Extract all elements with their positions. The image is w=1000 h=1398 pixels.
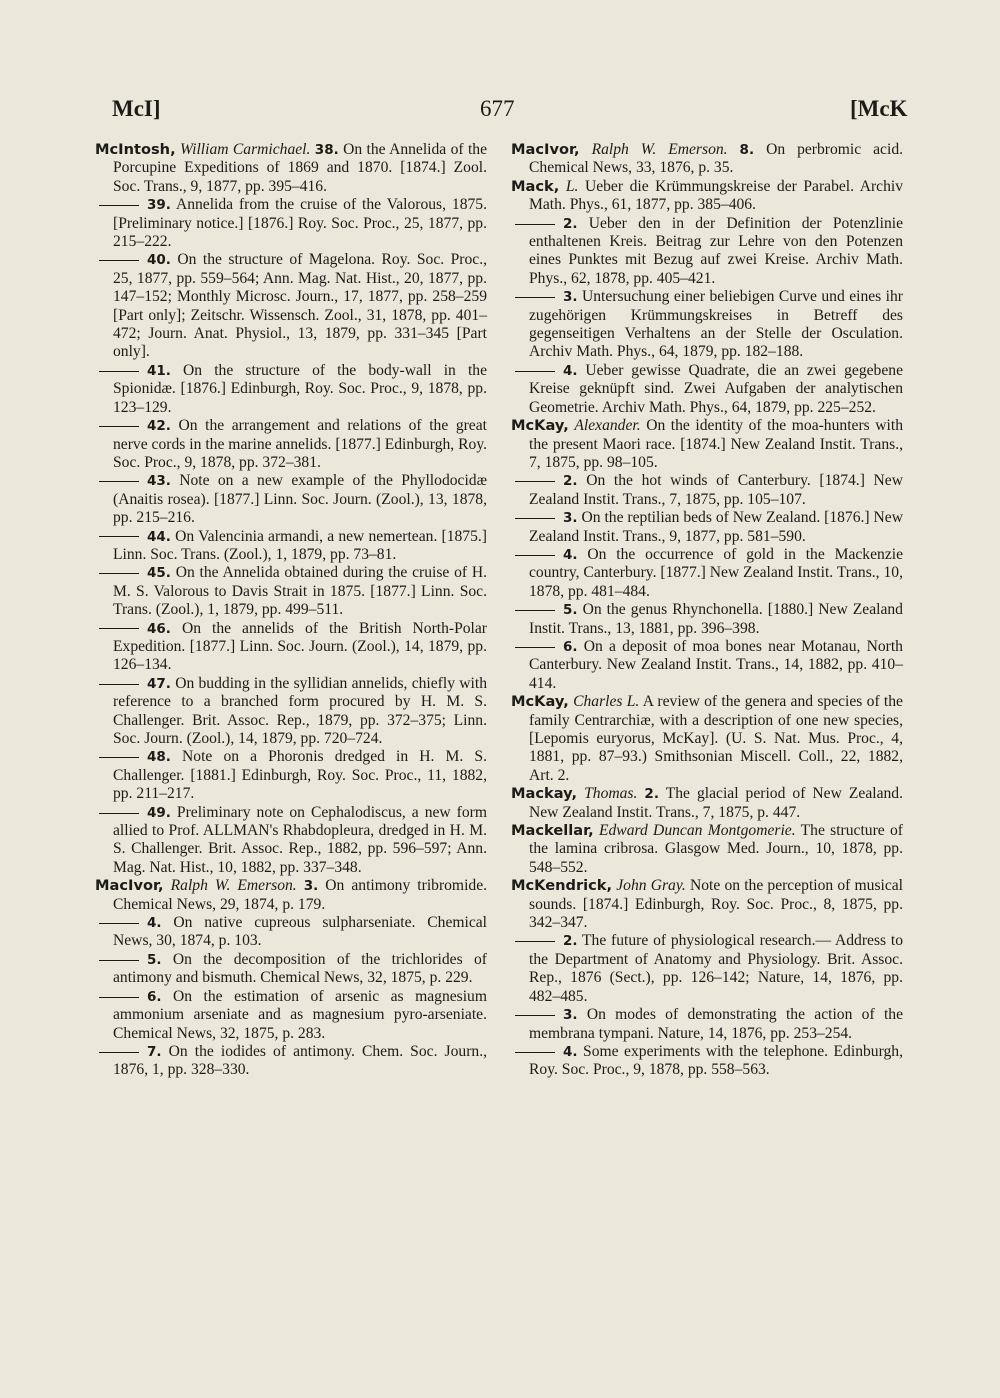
entry-number: 44. xyxy=(147,528,171,545)
entry-text: On the identity of the moa-hunters with the present Maori race. [1874.] New Zealand Instit. Trans., 7, 1875, pp. 98–105. xyxy=(529,417,903,471)
bibliography-entry xyxy=(95,951,487,988)
bibliography-entry xyxy=(95,564,487,619)
bibliography-entry xyxy=(511,417,903,472)
author-name: MacIvor, xyxy=(511,141,580,158)
bibliography-entry xyxy=(95,675,487,749)
bibliography-entry xyxy=(511,509,903,546)
ditto-dash xyxy=(99,260,139,261)
right-column xyxy=(511,141,903,1080)
ditto-dash xyxy=(99,757,139,758)
entry-text: On the structure of the body-wall in the Spionidæ. [1876.] Edinburgh, Roy. Soc. Proc., 9, 1878, pp. 123–129. xyxy=(113,361,487,416)
entry-number: 5. xyxy=(147,951,162,968)
bibliography-entry xyxy=(95,528,487,565)
entry-number: 47. xyxy=(147,675,171,692)
entry-number: 6. xyxy=(147,988,162,1005)
ditto-dash xyxy=(515,297,555,298)
running-head-left: McI] xyxy=(112,96,161,121)
entry-number: 45. xyxy=(147,565,171,582)
entry-text: The future of physiological research.— Address to the Department of Anatomy and Physiology. Brit. Assoc. Rep., 1876 (Sect.), pp. 126–142; Nature, 14, 1876, pp. 482–485. xyxy=(529,932,903,1005)
ditto-dash xyxy=(99,923,139,924)
bibliography-entry xyxy=(95,472,487,527)
ditto-dash xyxy=(99,426,139,427)
entry-text: On the hot winds of Canterbury. [1874.] New Zealand Instit. Trans., 7, 1875, pp. 105–107. xyxy=(529,472,903,508)
entry-number: 2. xyxy=(563,933,578,950)
ditto-dash xyxy=(515,371,555,372)
entry-text: The structure of the lamina cribrosa. Glasgow Med. Journ., 10, 1878, pp. 548–552. xyxy=(529,822,903,876)
author-name: Mackay, xyxy=(511,785,578,803)
ditto-dash xyxy=(515,647,555,648)
entry-text: Ueber die Krümmungskreise der Parabel. Archiv Math. Phys., 61, 1877, pp. 385–406. xyxy=(529,177,903,214)
running-head-right: [McK xyxy=(850,96,908,121)
entry-number: 46. xyxy=(147,620,171,637)
entry-number: 8. xyxy=(739,142,755,158)
author-name: McKay, xyxy=(511,693,569,711)
entry-text: On antimony tribromide. Chemical News, 29, 1874, p. 179. xyxy=(113,877,488,913)
ditto-dash xyxy=(515,610,555,611)
bibliography-entry xyxy=(95,988,487,1043)
entry-number: 49. xyxy=(147,804,171,821)
bibliography-entry xyxy=(511,1006,903,1043)
entry-number: 41. xyxy=(147,362,171,379)
bibliography-entry xyxy=(511,1043,903,1080)
ditto-dash xyxy=(515,1015,555,1016)
entry-number: 42. xyxy=(147,418,171,435)
entry-text: On a deposit of moa bones near Motanau, North Canterbury. New Zealand Instit. Trans., 14, 1882, pp. 410–414. xyxy=(529,637,903,692)
bibliography-entry xyxy=(511,601,903,638)
ditto-dash xyxy=(515,941,555,942)
bibliography-entry xyxy=(95,362,487,417)
entry-number: 2. xyxy=(563,473,578,490)
author-given-names: Ralph W. Emerson. xyxy=(591,141,728,158)
author-given-names: William Carmichael. xyxy=(180,141,311,158)
ditto-dash xyxy=(99,205,139,206)
author-name: McKendrick, xyxy=(511,877,613,895)
entry-text: Note on the perception of musical sounds. [1874.] Edinburgh, Roy. Soc. Proc., 8, 1875, pp. 342–347. xyxy=(529,877,904,932)
entry-text: On the annelids of the British North-Polar Expedition. [1877.] Linn. Soc. Journ. (Zool.), 14, 1879, pp. 126–134. xyxy=(113,619,488,674)
entry-number: 39. xyxy=(147,197,171,214)
entry-text: On the genus Rhynchonella. [1880.] New Zealand Instit. Trans., 13, 1881, pp. 396–398. xyxy=(529,601,903,637)
entry-number: 3. xyxy=(563,510,578,527)
entry-text: Note on a new example of the Phyllodocidæ (Anaitis rosea). [1877.] Linn. Soc. Journ. (Zool.), 13, 1878, pp. 215–216. xyxy=(113,472,487,527)
author-name: Mack, xyxy=(511,177,560,195)
bibliography-entry xyxy=(95,196,487,251)
entry-number: 5. xyxy=(563,602,578,619)
bibliography-entry xyxy=(511,877,903,932)
entry-text: On the iodides of antimony. Chem. Soc. Journ., 1876, 1, pp. 328–330. xyxy=(113,1042,488,1079)
page-number: 677 xyxy=(480,96,515,121)
entry-text: On the structure of Magelona. Roy. Soc. Proc., 25, 1877, pp. 559–564; Ann. Mag. Nat. Hist., 20, 1877, pp. 147–152; Monthly Microsc. Journ., 17, 1877, pp. 258–259 [Part only]; Zeitschr. Wissensch. Zool., 31, 1878, pp. 401–472; Journ. Anat. Physiol., 13, 1879, pp. 331–345 [Part only]. xyxy=(113,251,487,361)
entry-text: Some experiments with the telephone. Edinburgh, Roy. Soc. Proc., 9, 1878, pp. 558–563. xyxy=(529,1042,903,1079)
entry-number: 4. xyxy=(563,1043,578,1060)
author-given-names: Charles L. xyxy=(573,693,640,711)
author-given-names: Edward Duncan Montgomerie. xyxy=(598,822,796,840)
author-name: McIntosh, xyxy=(95,141,176,158)
bibliography-entry xyxy=(511,362,903,417)
author-given-names: Ralph W. Emerson. xyxy=(170,877,297,895)
ditto-dash xyxy=(99,481,139,482)
entry-number: 43. xyxy=(147,473,171,490)
bibliography-entry xyxy=(511,546,903,601)
bibliography-entry xyxy=(511,932,903,1006)
entry-text: Annelida from the cruise of the Valorous, 1875. [Preliminary notice.] [1876.] Roy. Soc. Proc., 25, 1877, pp. 215–222. xyxy=(113,196,487,251)
ditto-dash xyxy=(99,536,139,537)
ditto-dash xyxy=(99,960,139,961)
entry-number: 4. xyxy=(563,546,578,563)
bibliography-entry xyxy=(511,785,903,822)
ditto-dash xyxy=(99,997,139,998)
entry-text: On the decomposition of the trichlorides of antimony and bismuth. Chemical News, 32, 1875, p. 229. xyxy=(113,950,487,987)
bibliography-entry xyxy=(511,215,903,289)
bibliography-entry xyxy=(95,620,487,675)
ditto-dash xyxy=(515,1052,555,1053)
entry-text: Ueber gewisse Quadrate, die an zwei gegebene Kreise geknüpft sind. Zwei Aufgaben der analytischen Geometrie. Archiv Math. Phys., 64, 1879, pp. 225–252. xyxy=(529,361,903,416)
bibliography-entry xyxy=(95,251,487,361)
bibliography-entry xyxy=(95,804,487,878)
entry-text: On the arrangement and relations of the great nerve cords in the marine annelids. [1877.] Edinburgh, Roy. Soc. Proc., 9, 1878, pp. 372–381. xyxy=(113,417,487,471)
entry-text: On the occurrence of gold in the Mackenzie country, Canterbury. [1877.] New Zealand Instit. Trans., 10, 1878, pp. 481–484. xyxy=(529,545,903,600)
entry-text: The glacial period of New Zealand. New Zealand Instit. Trans., 7, 1875, p. 447. xyxy=(529,785,903,821)
entry-number: 3. xyxy=(303,878,319,895)
author-given-names: Alexander. xyxy=(574,417,641,435)
ditto-dash xyxy=(99,371,139,372)
author-name: McKay, xyxy=(511,417,569,435)
author-given-names: Thomas. xyxy=(584,785,638,803)
entry-text: On modes of demonstrating the action of the membrana tympani. Nature, 14, 1876, pp. 253–254. xyxy=(529,1006,903,1042)
entry-text: On Valencinia armandi, a new nemertean. [1875.] Linn. Soc. Trans. (Zool.), 1, 1879, pp. 73–81. xyxy=(113,527,487,563)
bibliography-entry xyxy=(95,1043,487,1080)
entry-text: Note on a Phoronis dredged in H. M. S. Challenger. [1881.] Edinburgh, Roy. Soc. Proc., 11, 1882, pp. 211–217. xyxy=(113,748,487,803)
bibliography-entry xyxy=(95,141,487,196)
entry-text: On the Annelida of the Porcupine Expeditions of 1869 and 1870. [1874.] Zool. Soc. Trans., 9, 1877, pp. 395–416. xyxy=(113,141,488,195)
entry-text: On the reptilian beds of New Zealand. [1876.] New Zealand Instit. Trans., 9, 1877, pp. 581–590. xyxy=(529,509,903,545)
bibliography-entry xyxy=(95,417,487,472)
entry-number: 6. xyxy=(563,638,578,655)
author-given-names: John Gray. xyxy=(616,877,686,895)
entry-text: Preliminary note on Cephalodiscus, a new form allied to Prof. ALLMAN's Rhabdopleura, dredged in H. M. S. Challenger. Brit. Assoc. Rep., 1882, pp. 596–597; Ann. Mag. Nat. Hist., 10, 1882, pp. 337–348. xyxy=(113,803,487,876)
entry-text: On native cupreous sulpharseniate. Chemical News, 30, 1874, p. 103. xyxy=(113,914,487,950)
entry-number: 48. xyxy=(147,749,171,766)
ditto-dash xyxy=(99,628,139,629)
bibliography-entry xyxy=(511,822,903,877)
ditto-dash xyxy=(515,555,555,556)
entry-number: 38. xyxy=(314,142,339,158)
entry-number: 3. xyxy=(563,1007,578,1024)
ditto-dash xyxy=(515,481,555,482)
entry-number: 4. xyxy=(563,362,578,379)
bibliography-entry xyxy=(511,693,903,785)
ditto-dash xyxy=(99,1052,139,1053)
ditto-dash xyxy=(99,684,139,685)
entry-number: 4. xyxy=(147,915,162,932)
entry-text: Ueber den in der Definition der Potenzlinie enthaltenen Kreis. Beitrag zur Lehre von den Potenzen eines Punktes mit Bezug auf zwei Kreise. Archiv Math. Phys., 62, 1878, pp. 405–421. xyxy=(529,214,904,287)
ditto-dash xyxy=(99,813,139,814)
entry-number: 2. xyxy=(563,215,578,232)
bibliography-entry xyxy=(511,472,903,509)
ditto-dash xyxy=(515,224,555,225)
bibliography-entry xyxy=(511,178,903,215)
entry-text: A review of the genera and species of the family Centrarchiæ, with a description of one new species, [Lepomis euryorus, McKay]. (U. S. Nat. Mus. Proc., 4, 1881, pp. 87–93.) Smithsonian Miscell. Coll., 22, 1882, Art. 2. xyxy=(529,693,903,784)
ditto-dash xyxy=(99,573,139,574)
author-name: MacIvor, xyxy=(95,877,164,895)
author-given-names: L. xyxy=(565,177,579,195)
bibliography-entry xyxy=(511,141,903,178)
entry-text: On perbromic acid. Chemical News, 33, 1876, p. 35. xyxy=(529,141,904,177)
entry-number: 7. xyxy=(147,1043,162,1060)
entry-number: 2. xyxy=(644,786,659,803)
entry-text: Untersuchung einer beliebigen Curve und eines ihr zugehörigen Krümmungskreises in Betreff des gegenseitigen Verhaltens an der Stelle der Osculation. Archiv Math. Phys., 64, 1879, pp. 182–188. xyxy=(529,288,903,361)
entry-number: 40. xyxy=(147,252,171,269)
left-column xyxy=(95,141,487,1080)
entry-number: 3. xyxy=(563,289,578,306)
ditto-dash xyxy=(515,518,555,519)
entry-text: On the Annelida obtained during the cruise of H. M. S. Valorous to Davis Strait in 1875. [1877.] Linn. Soc. Trans. (Zool.), 1, 1879, pp. 499–511. xyxy=(113,564,487,619)
author-name: Mackellar, xyxy=(511,822,594,840)
entry-text: On budding in the syllidian annelids, chiefly with reference to a branched form procured by H. M. S. Challenger. Brit. Assoc. Rep., 1879, pp. 372–375; Linn. Soc. Journ. (Zool.), 14, 1879, pp. 720–724. xyxy=(113,674,487,747)
bibliography-entry xyxy=(511,288,903,362)
bibliography-entry xyxy=(95,914,487,951)
bibliography-entry xyxy=(511,638,903,693)
entry-text: On the estimation of arsenic as magnesium ammonium arseniate and as magnesium pyro-arseniate. Chemical News, 32, 1875, p. 283. xyxy=(113,987,487,1042)
bibliography-entry xyxy=(95,748,487,803)
bibliography-entry xyxy=(95,877,487,914)
